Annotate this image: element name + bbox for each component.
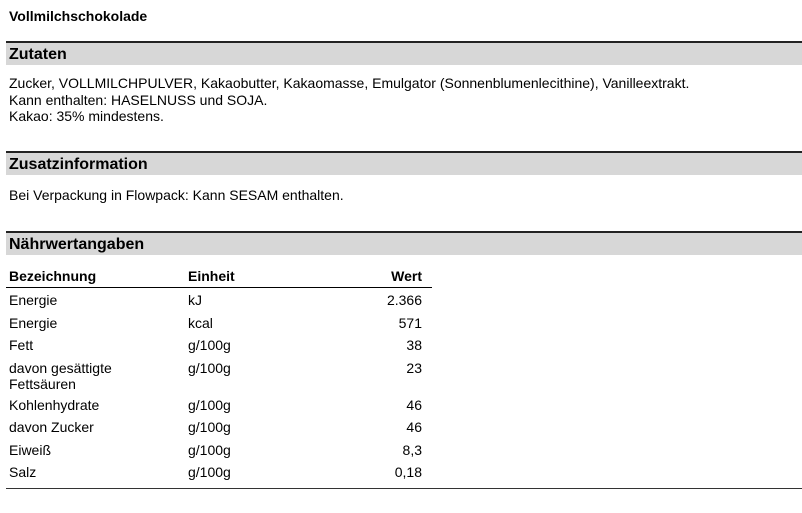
row-name: davon Zucker xyxy=(9,419,94,435)
row-name: Energie xyxy=(9,292,58,308)
section-title-naehrwerte: Nährwertangaben xyxy=(9,236,145,253)
allergen-line: Kann enthalten: HASELNUSS und SOJA. xyxy=(9,91,268,108)
row-unit: g/100g xyxy=(188,419,231,435)
row-name: Salz xyxy=(9,464,37,480)
row-unit: g/100g xyxy=(188,397,231,413)
row-value: 46 xyxy=(406,397,422,413)
section-header-zusatz xyxy=(6,151,802,175)
section-header-naehrwerte xyxy=(6,231,802,255)
cocoa-line: Kakao: 35% mindestens. xyxy=(9,108,164,124)
column-header-value: Wert xyxy=(391,268,422,284)
row-unit: kJ xyxy=(188,292,202,308)
ingredients-line: Zucker, VOLLMILCHPULVER, Kakaobutter, Kakaomasse, Emulgator (Sonnenblumenlecithine), Vanilleextrakt. xyxy=(9,75,690,91)
row-unit: g/100g xyxy=(188,360,231,376)
ingredients-text xyxy=(9,75,689,125)
row-value: 23 xyxy=(406,360,422,376)
additional-info-line: Bei Verpackung in Flowpack: Kann SESAM enthalten. xyxy=(9,187,344,203)
row-name: Kohlenhydrate xyxy=(9,397,100,413)
row-name: Eiweiß xyxy=(9,442,52,458)
table-header-divider xyxy=(6,287,432,288)
row-name xyxy=(9,360,179,392)
column-header-unit: Einheit xyxy=(188,268,235,284)
row-value: 38 xyxy=(406,337,422,353)
section-title-zusatz: Zusatzinformation xyxy=(9,156,148,173)
row-value: 571 xyxy=(398,315,422,331)
row-name-line: Fettsäuren xyxy=(9,376,76,392)
page-title: Vollmilchschokolade xyxy=(9,8,148,24)
row-unit: g/100g xyxy=(188,464,231,480)
row-name: Energie xyxy=(9,315,58,331)
row-value: 0,18 xyxy=(394,464,422,480)
table-bottom-divider xyxy=(6,488,802,489)
row-value: 2.366 xyxy=(386,292,422,308)
additional-info-text xyxy=(9,187,344,204)
row-unit: g/100g xyxy=(188,337,231,353)
row-value: 46 xyxy=(406,419,422,435)
row-name: Fett xyxy=(9,337,34,353)
row-unit: g/100g xyxy=(188,442,231,458)
row-value: 8,3 xyxy=(402,442,422,458)
section-title-zutaten: Zutaten xyxy=(9,46,67,63)
row-unit: kcal xyxy=(188,315,213,331)
row-name-line: davon gesättigte xyxy=(9,360,112,376)
column-header-name: Bezeichnung xyxy=(9,268,97,284)
section-header-zutaten xyxy=(6,41,802,65)
